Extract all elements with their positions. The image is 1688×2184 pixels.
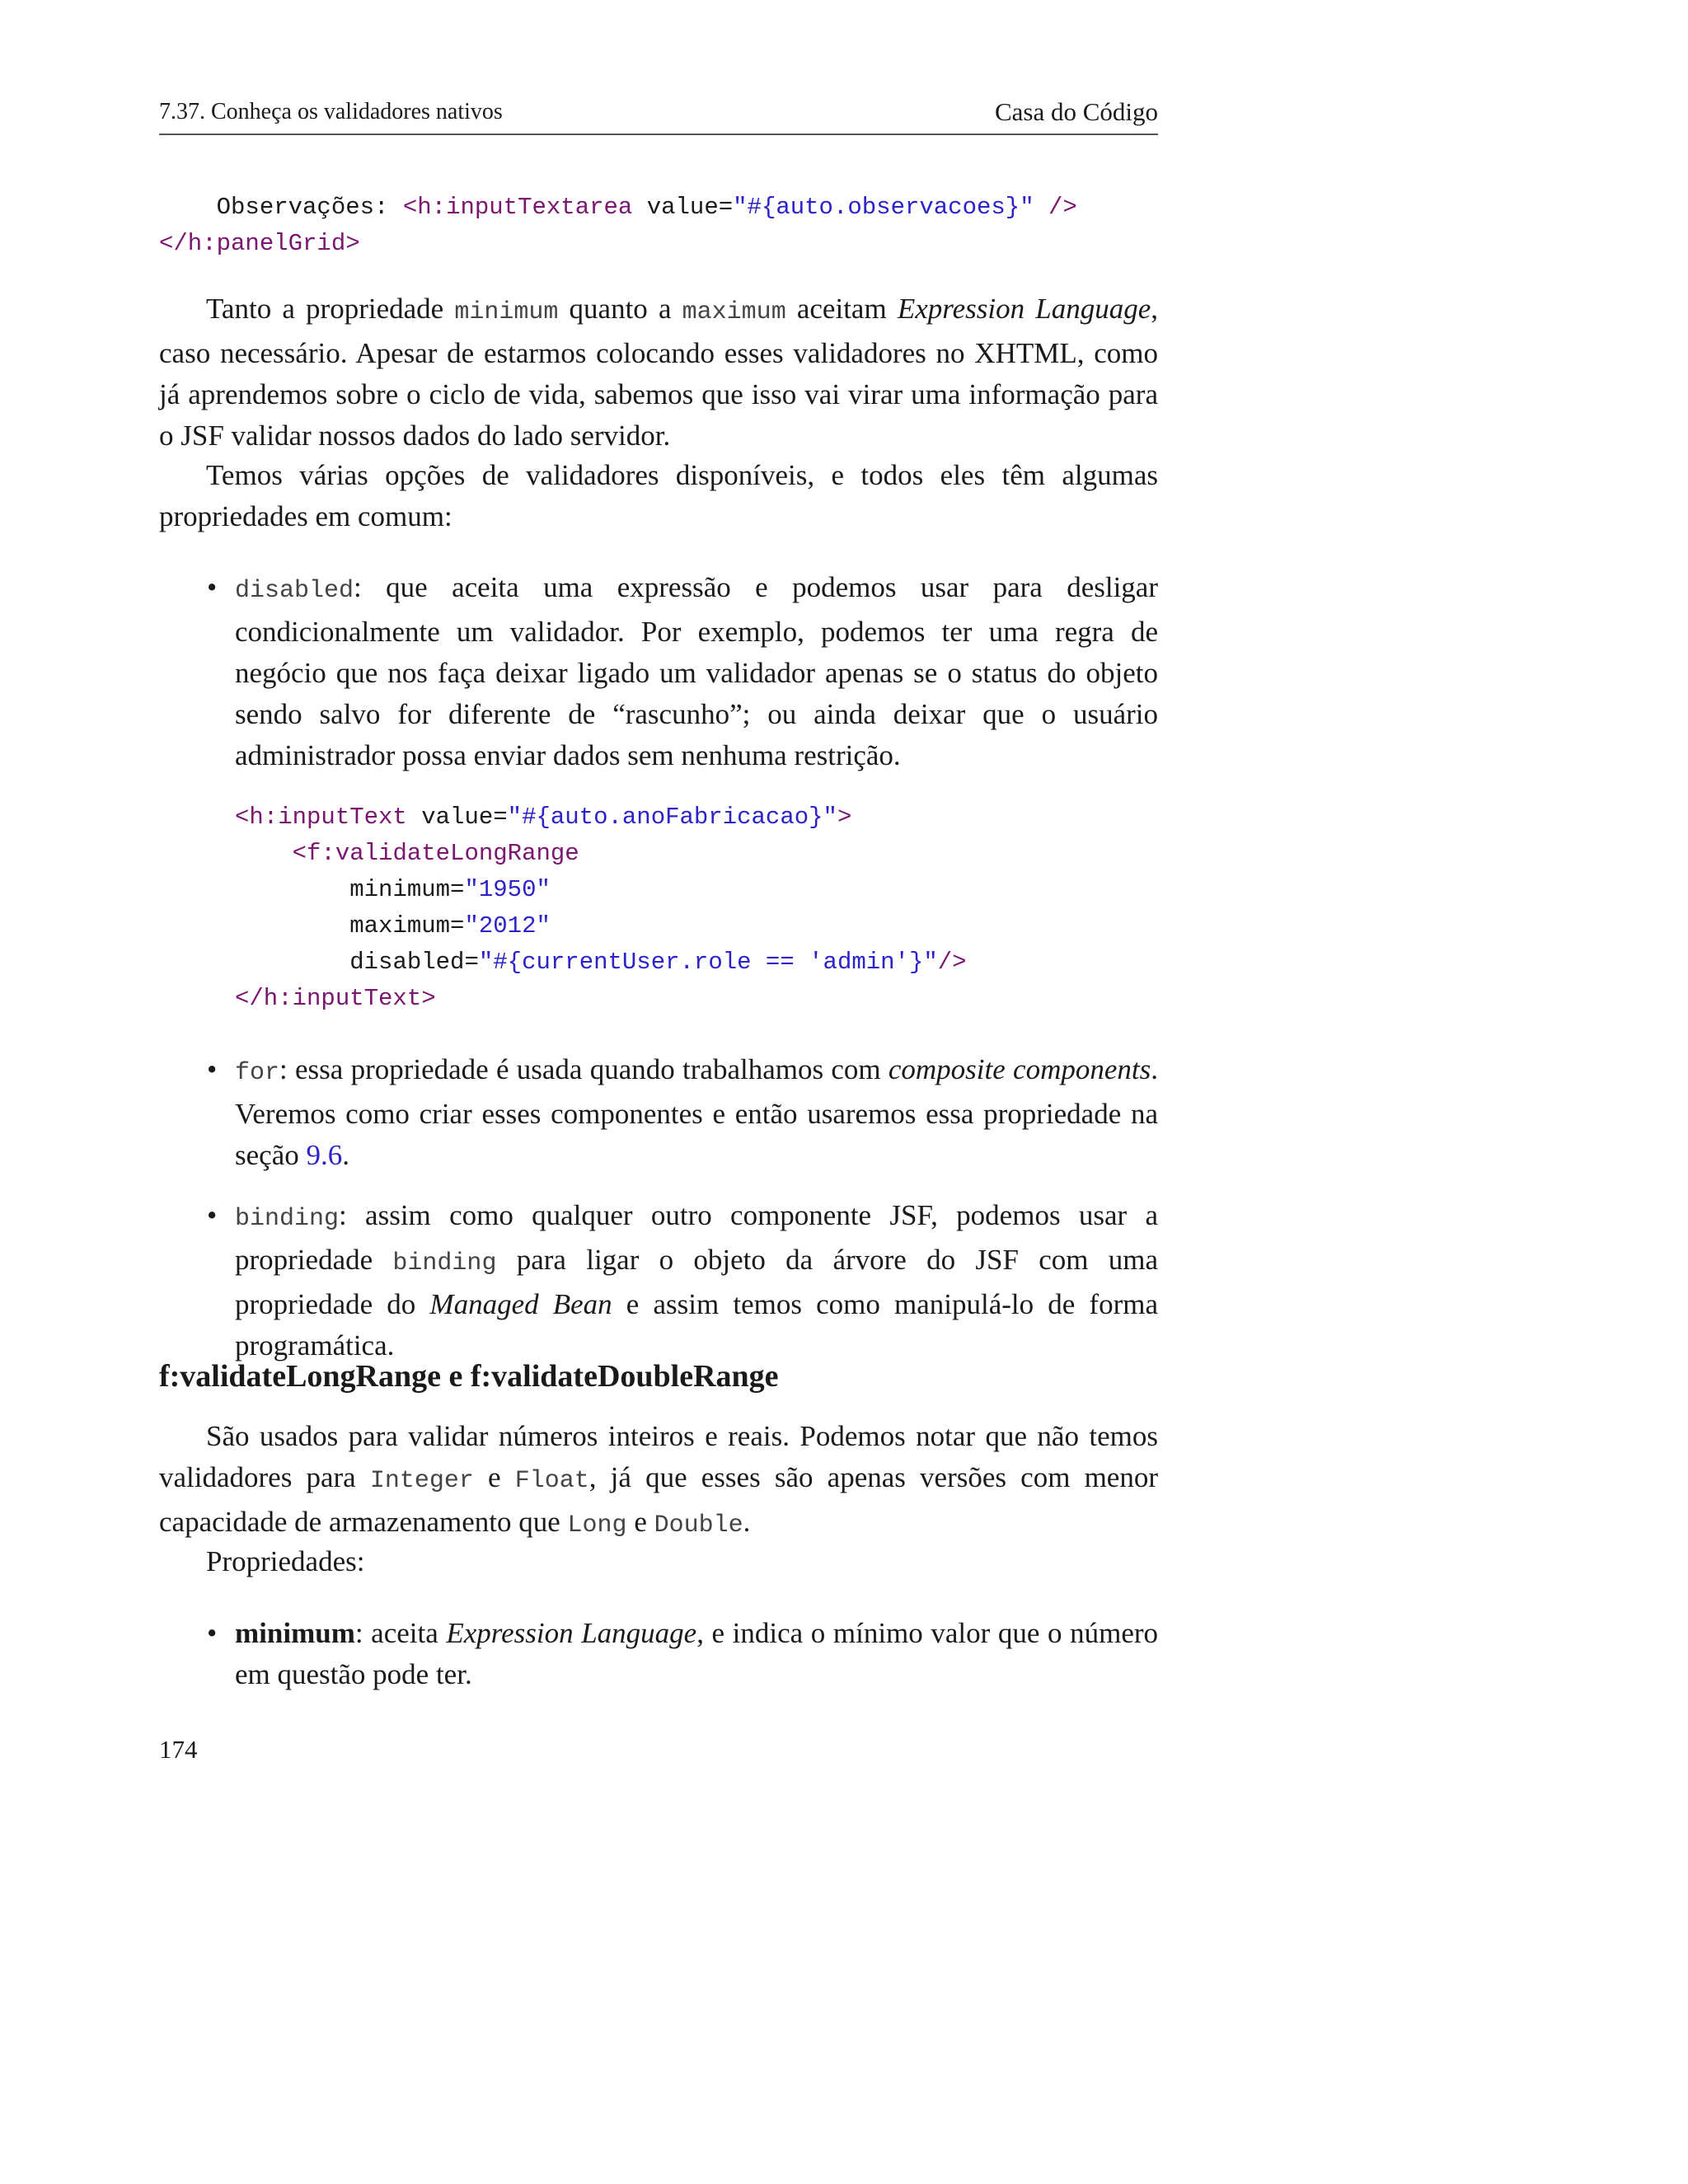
emphasis: composite components xyxy=(888,1053,1151,1085)
text: Tanto a propriedade xyxy=(206,293,455,325)
code-string: "#{auto.observacoes}" xyxy=(733,194,1034,221)
text: . xyxy=(743,1506,751,1538)
text: , caso necessário. Apesar de estarmos colocando esses validadores no XHTML, como já aprendemos sobre o ciclo de vida, sabemos que isso vai virar uma informação para o JSF validar nossos dados do lado servidor. xyxy=(159,293,1158,452)
inline-code: maximum xyxy=(682,298,786,326)
inline-code: minimum xyxy=(454,298,559,326)
publisher-name: Casa do Código xyxy=(994,97,1158,126)
text: e xyxy=(473,1461,515,1493)
code-string: "2012" xyxy=(464,912,551,940)
text: : assim como qualquer outro componente JSF, podemos usar a propriedade xyxy=(235,1199,1158,1276)
code-tag: </h:inputText> xyxy=(235,985,436,1012)
inline-code: binding xyxy=(392,1249,497,1277)
code-tag-close: /> xyxy=(937,949,967,976)
inline-code: disabled xyxy=(235,577,354,605)
inline-code: Long xyxy=(567,1511,627,1540)
section-reference-link[interactable]: 9.6 xyxy=(306,1139,343,1171)
text: e assim temos como manipulá-lo de forma programática. xyxy=(235,1288,1158,1361)
section-title: f:validateLongRange e f:validateDoubleRange xyxy=(159,1359,779,1394)
code-attr: value= xyxy=(632,194,734,221)
text: aceitam xyxy=(785,293,898,325)
text: São usados para validar números inteiros e reais. Podemos notar que não temos validadores para xyxy=(159,1420,1158,1493)
bullet-icon: • xyxy=(207,571,218,603)
code-tag: <f:validateLongRange xyxy=(292,840,579,867)
paragraph xyxy=(159,288,1158,457)
text: , já que esses são apenas versões com menor capacidade de armazenamento que xyxy=(159,1461,1158,1538)
code-tag-close: > xyxy=(837,804,852,831)
code-string: "#{auto.anoFabricacao}" xyxy=(507,804,837,831)
code-tag: <h:inputText xyxy=(235,804,407,831)
inline-code: binding xyxy=(235,1205,340,1233)
running-header xyxy=(159,97,1158,135)
code-string: "#{currentUser.role == 'admin'}" xyxy=(478,949,938,976)
inline-code: Integer xyxy=(369,1467,474,1495)
paragraph xyxy=(159,1541,1158,1582)
bullet-icon: • xyxy=(207,1053,218,1085)
inline-code: Double xyxy=(654,1511,743,1540)
code-string: "1950" xyxy=(464,876,551,903)
text: : essa propriedade é usada quando trabalhamos com xyxy=(279,1053,889,1085)
code-block xyxy=(235,799,1158,1017)
term: minimum xyxy=(235,1617,355,1649)
inline-code: for xyxy=(235,1059,280,1087)
code-attr: disabled= xyxy=(349,949,479,976)
bullet-icon: • xyxy=(207,1617,218,1649)
text: . xyxy=(342,1139,349,1171)
text: quanto a xyxy=(558,293,682,325)
text: . Veremos como criar esses componentes e então usaremos essa propriedade na seção xyxy=(235,1053,1158,1171)
code-indent xyxy=(235,912,349,940)
text: : que aceita uma expressão e podemos usar para desligar condicionalmente um validador. Por exemplo, podemos ter uma regra de negócio que nos faça deixar ligado um validador apenas se o status do objeto sendo salvo for diferente de “rascunho”; ou ainda deixar que o usuário administrador possa enviar dados sem nenhuma restrição. xyxy=(235,571,1158,771)
code-attr: maximum= xyxy=(349,912,465,940)
text: e xyxy=(626,1506,654,1538)
code-indent xyxy=(235,876,349,903)
code-indent xyxy=(235,949,349,976)
paragraph xyxy=(159,455,1158,537)
code-attr: value= xyxy=(406,804,508,831)
emphasis: Expression Language xyxy=(446,1617,697,1649)
code-label: Observações: xyxy=(159,194,403,221)
code-attr: minimum= xyxy=(349,876,465,903)
page-number: 174 xyxy=(159,1735,198,1764)
emphasis: Expression Language xyxy=(897,293,1151,325)
inline-code: Float xyxy=(514,1467,589,1495)
bullet-icon: • xyxy=(207,1199,218,1231)
paragraph-text: Propriedades: xyxy=(206,1545,365,1577)
code-tag: <h:inputTextarea xyxy=(402,194,633,221)
code-block-top xyxy=(159,190,1158,262)
paragraph xyxy=(159,1416,1158,1546)
section-heading: 7.37. Conheça os validadores nativos xyxy=(159,99,503,124)
paragraph-text: Temos várias opções de validadores disponíveis, e todos eles têm algumas propriedades em comum: xyxy=(159,459,1158,532)
emphasis: Managed Bean xyxy=(429,1288,612,1320)
text: , e indica o mínimo valor que o número em questão pode ter. xyxy=(235,1617,1159,1690)
code-tag-close: /> xyxy=(1034,194,1077,221)
text: para ligar o objeto da árvore do JSF com uma propriedade do xyxy=(235,1244,1158,1320)
text: : aceita xyxy=(354,1617,447,1649)
code-tag: </h:panelGrid> xyxy=(159,230,360,257)
code-indent xyxy=(235,840,293,867)
